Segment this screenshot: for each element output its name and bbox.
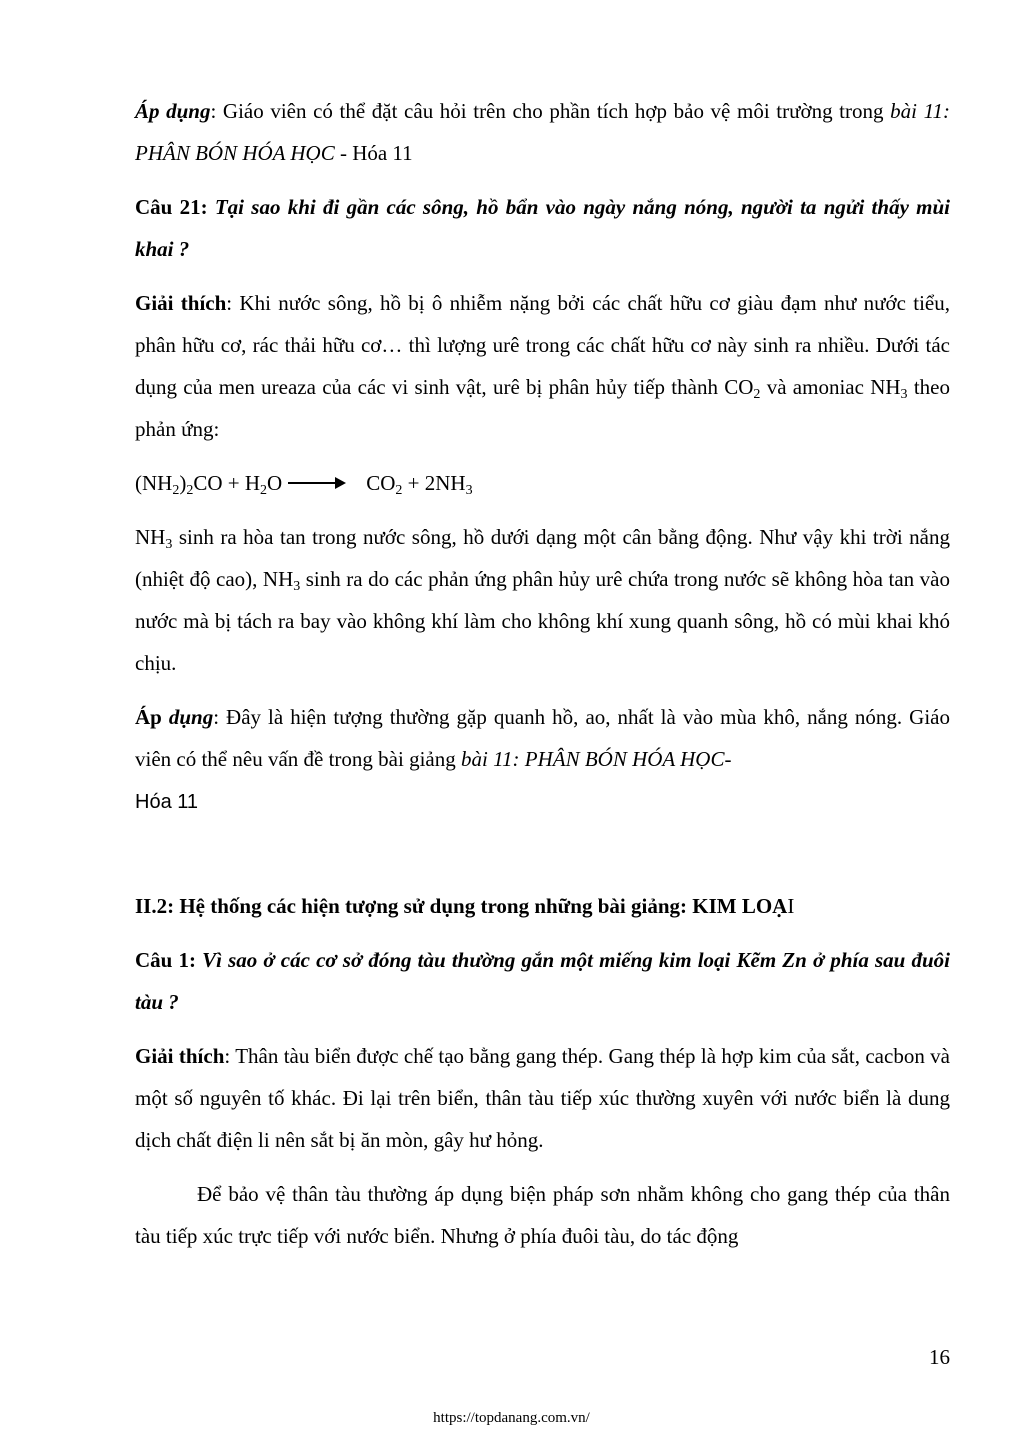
chemical-equation: [135, 462, 950, 504]
section-heading: II.2: Hệ thống các hiện tượng sử dụng trong những bài giảng: KIM LOẠI: [135, 894, 795, 918]
subscript: 2: [753, 387, 761, 402]
page-number: 16: [929, 1345, 950, 1369]
question-1: [135, 939, 950, 1023]
subscript: 3: [900, 387, 908, 402]
explanation-text: : Thân tàu biển được chế tạo bằng gang thép. Gang thép là hợp kim của sắt, cacbon và một số nguyên tố khác. Đi lại trên biển, thân tàu tiếp xúc thường xuyên với nước biển là dung dịch chất điện li nên sắt bị ăn mòn, gây hư hỏng.: [135, 1044, 950, 1152]
explanation-label: Giải thích: [135, 1044, 225, 1068]
apply-paragraph-2: [135, 696, 950, 823]
explanation-21: [135, 282, 950, 450]
apply-paragraph-1: [135, 90, 950, 174]
explanation-text: và amoniac NH: [760, 375, 901, 399]
grade-reference: Hóa 11: [135, 791, 199, 813]
explanation-text: : Khi nước sông, hồ bị ô nhiễm nặng bởi các chất hữu cơ giàu đạm như nước tiểu, phân hữu cơ, rác thải hữu cơ… thì lượng urê trong các chất hữu cơ này sinh ra nhiều. Dưới tác dụng của men ureaza của các vi sinh vật, urê bị phân hủy tiếp thành CO: [135, 291, 950, 399]
footer-url-link[interactable]: https://topdanang.com.vn/: [433, 1410, 590, 1426]
section-title: II.2: Hệ thống các hiện tượng sử dụng trong những bài giảng: KIM LOẠ: [135, 894, 788, 918]
question-label: Câu 1:: [135, 948, 203, 972]
equation-products: $CO_2 + 2NH_3$: [366, 471, 473, 498]
apply-text: : Đây là hiện tượng thường gặp quanh hồ, ao, nhất là vào mùa khô, nắng nóng. Giáo viên có thể nêu vấn đề trong bài giảng: [135, 705, 950, 771]
apply-label: Áp dụng: [135, 99, 211, 123]
question-21: [135, 186, 950, 270]
lesson-reference: bài 11: PHÂN BÓN HÓA HỌC: [135, 99, 950, 165]
explanation-1: [135, 1035, 950, 1161]
protection-paragraph: Để bảo vệ thân tàu thường áp dụng biện pháp sơn nhằm không cho gang thép của thân tàu tiếp xúc trực tiếp với nước biển. Nhưng ở phía đuôi tàu, do tác động: [135, 1182, 950, 1248]
document-body: [135, 90, 950, 1257]
lesson-reference: bài 11: PHÂN BÓN HÓA HỌC-: [460, 747, 732, 771]
question-text: Vì sao ở các cơ sở đóng tàu thường gắn một miếng kim loại Kẽm Zn ở phía sau đuôi tàu ?: [135, 948, 950, 1014]
nh3-paragraph: $NH_3$ sinh ra hòa tan trong nước sông, hồ dưới dạng một cân bằng động. Như vậy khi trời nắng (nhiệt độ cao), $NH_3$ sinh ra do các phản ứng phân hủy urê chứa trong nước sẽ không hòa tan vào nước mà bị tách ra bay vào không khí làm cho không khí xung quanh sông, hồ có mùi khai khó chịu.: [135, 525, 950, 675]
explanation-text: theo phản ứng:: [135, 375, 950, 441]
explanation-label: Giải thích: [135, 291, 227, 315]
reaction-arrow-icon: [288, 482, 344, 484]
equation-reactants: $(NH_2)_2CO + H_2O$: [135, 471, 283, 498]
question-text: Tại sao khi đi gần các sông, hồ bẩn vào ngày nắng nóng, người ta ngửi thấy mùi khai ?: [135, 195, 950, 261]
apply-label: Áp dụng: [135, 705, 214, 729]
grade-reference: - Hóa 11: [334, 141, 413, 165]
apply-text: : Giáo viên có thể đặt câu hỏi trên cho phần tích hợp bảo vệ môi trường trong: [210, 99, 891, 123]
question-label: Câu 21:: [135, 195, 215, 219]
